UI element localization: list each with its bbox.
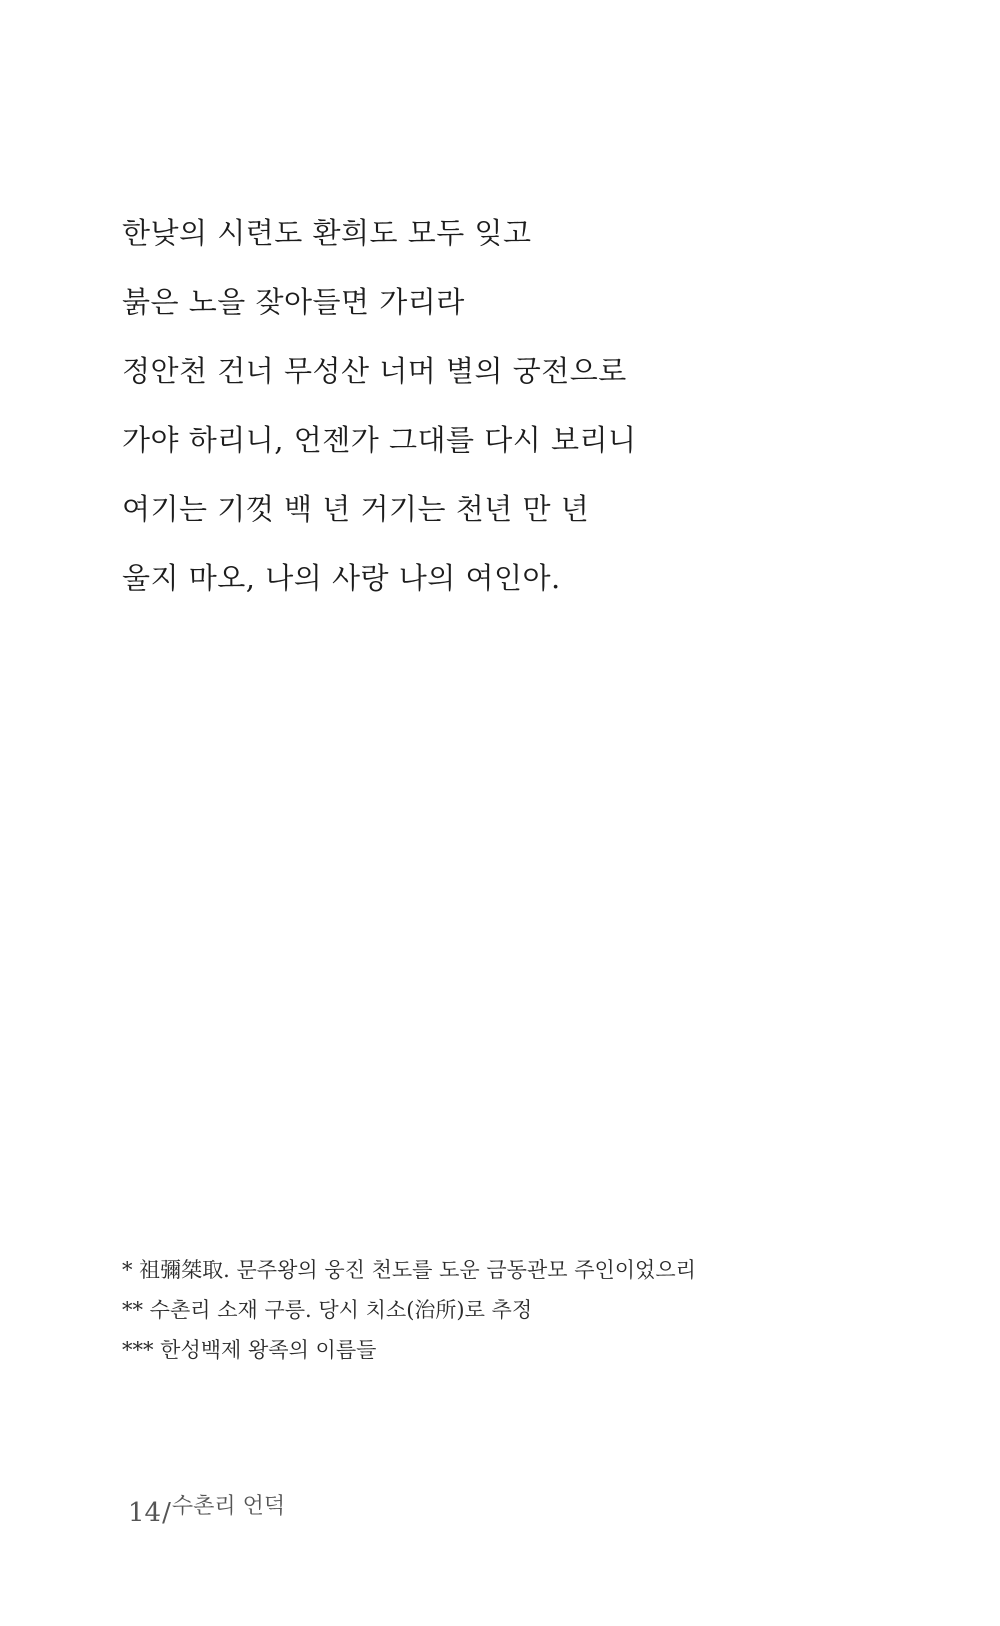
poem-line: 정안천 건너 무성산 너머 별의 궁전으로 <box>122 354 627 388</box>
page-separator: / <box>162 1498 171 1528</box>
page-footer <box>128 1494 286 1528</box>
running-title: 수촌리 언덕 <box>171 1494 286 1519</box>
footnote: * 祖彌桀取. 문주왕의 웅진 천도를 도운 금동관모 주인이었으리 <box>122 1258 696 1282</box>
poem-line: 붉은 노을 잦아들면 가리라 <box>122 285 465 319</box>
poem-line: 울지 마오, 나의 사랑 나의 여인아. <box>122 561 561 595</box>
poem-line: 가야 하리니, 언젠가 그대를 다시 보리니 <box>122 423 637 457</box>
footnote: *** 한성백제 왕족의 이름들 <box>122 1338 377 1362</box>
footnote: ** 수촌리 소재 구릉. 당시 치소(治所)로 추정 <box>122 1298 533 1322</box>
page-number: 14 <box>128 1498 162 1528</box>
poem-line: 한낮의 시련도 환희도 모두 잊고 <box>122 216 532 250</box>
poem-line: 여기는 기껏 백 년 거기는 천년 만 년 <box>122 492 590 526</box>
